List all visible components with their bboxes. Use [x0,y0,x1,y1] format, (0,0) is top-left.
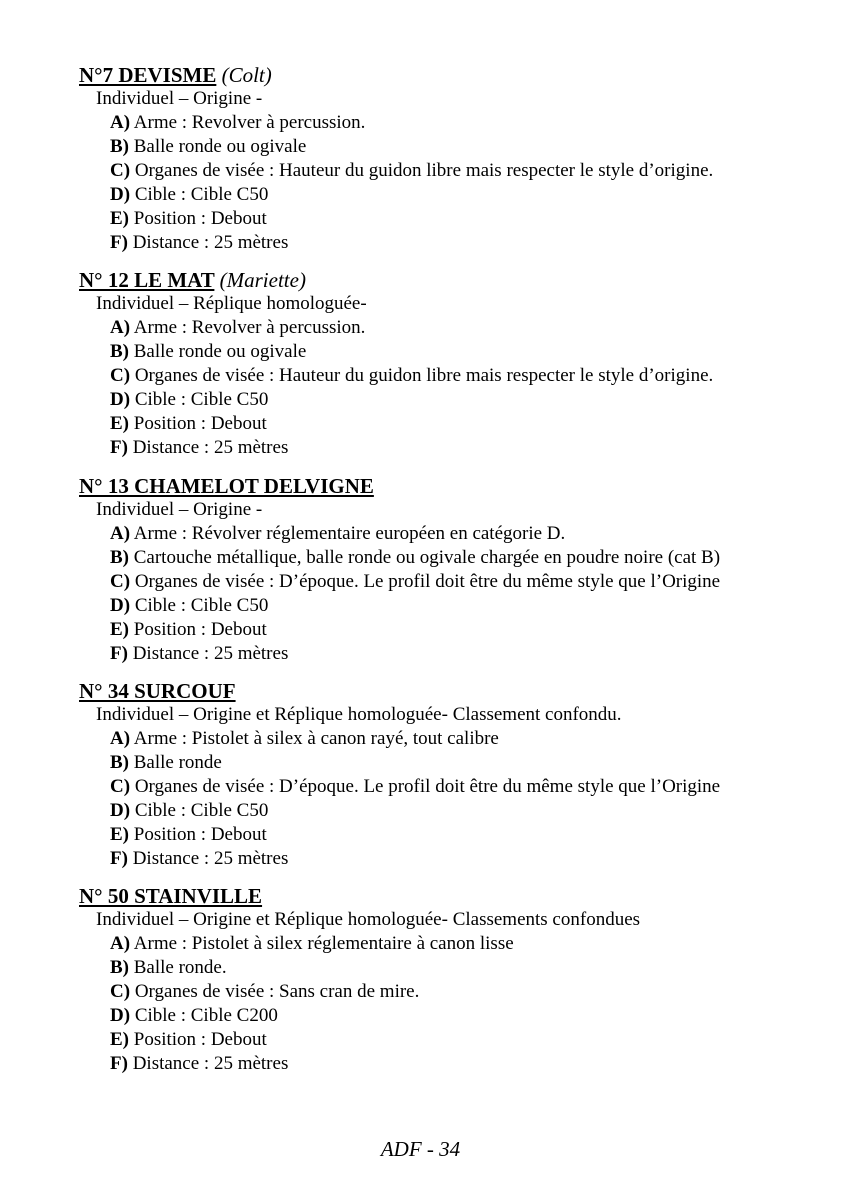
item-text: Distance : 25 mètres [127,437,289,458]
list-item [110,618,819,642]
item-letter: F) [110,437,128,458]
section-subtitle: (Mariette) [219,268,306,292]
item-text: Distance : 25 mètres [127,643,289,664]
section-le-mat [79,268,819,460]
list-item [110,340,819,364]
section-subtitle: (Colt) [221,63,272,87]
item-text: Arme : Revolver à percussion. [130,112,366,133]
list-item [110,594,819,618]
list-item [110,775,819,799]
item-text: Distance : 25 mètres [127,1053,289,1074]
item-letter: F) [110,232,128,253]
section-category: Individuel – Origine et Réplique homologuée- Classement confondu. [96,704,622,725]
item-letter: F) [110,643,128,664]
item-text: Organes de visée : D’époque. Le profil doit être du même style que l’Origine [130,776,721,797]
item-text: Cible : Cible C50 [130,800,269,821]
section-title-text: N° 34 SURCOUF [79,679,236,703]
list-item [110,1028,819,1052]
item-letter: B) [110,341,129,362]
item-text: Balle ronde. [129,957,227,978]
item-letter: D) [110,595,131,616]
list-item [110,1004,819,1028]
page-footer: ADF - 34 [380,1137,461,1161]
item-text: Arme : Pistolet à silex à canon rayé, tout calibre [130,728,499,749]
list-item [110,522,819,546]
section-title [79,63,819,87]
section-title [79,679,819,703]
item-text: Position : Debout [129,1029,267,1050]
item-letter: E) [110,1029,129,1050]
section-title-text: N°7 DEVISME [79,63,217,87]
item-letter: D) [110,800,131,821]
item-letter: B) [110,752,129,773]
item-letter: F) [110,848,128,869]
list-item [110,412,819,436]
list-item [110,316,819,340]
section-title [79,884,819,908]
item-letter: A) [110,112,131,133]
list-item [110,546,819,570]
item-text: Position : Debout [129,619,267,640]
section-title-text: N° 12 LE MAT [79,268,215,292]
section-category: Individuel – Réplique homologuée- [96,293,367,314]
item-text: Organes de visée : Hauteur du guidon libre mais respecter le style d’origine. [130,160,714,181]
section-title [79,268,819,292]
item-letter: C) [110,160,131,181]
item-text: Cible : Cible C50 [130,595,269,616]
item-letter: C) [110,365,131,386]
section-devisme [79,63,819,255]
item-text: Cible : Cible C50 [130,389,269,410]
item-text: Organes de visée : D’époque. Le profil doit être du même style que l’Origine [130,571,721,592]
list-item [110,642,819,666]
item-letter: D) [110,184,131,205]
list-item [110,436,819,460]
list-item [110,231,819,255]
item-text: Organes de visée : Sans cran de mire. [130,981,420,1002]
item-letter: A) [110,728,131,749]
item-letter: A) [110,523,131,544]
item-text: Cible : Cible C200 [130,1005,278,1026]
list-item [110,159,819,183]
section-title-text: N° 50 STAINVILLE [79,884,263,908]
item-text: Arme : Revolver à percussion. [130,317,366,338]
item-letter: A) [110,933,131,954]
list-item [110,111,819,135]
item-text: Cible : Cible C50 [130,184,269,205]
item-text: Distance : 25 mètres [127,848,289,869]
item-letter: E) [110,208,129,229]
list-item [110,751,819,775]
item-text: Position : Debout [129,208,267,229]
item-text: Position : Debout [129,413,267,434]
list-item [110,135,819,159]
item-text: Arme : Révolver réglementaire européen en catégorie D. [130,523,566,544]
item-letter: E) [110,619,129,640]
list-item [110,799,819,823]
item-letter: D) [110,1005,131,1026]
item-text: Arme : Pistolet à silex réglementaire à canon lisse [130,933,514,954]
list-item [110,932,819,956]
section-title [79,474,819,498]
item-letter: B) [110,136,129,157]
list-item [110,1052,819,1076]
section-category: Individuel – Origine - [96,88,263,109]
list-item [110,980,819,1004]
section-surcouf [79,679,819,871]
item-text: Organes de visée : Hauteur du guidon libre mais respecter le style d’origine. [130,365,714,386]
list-item [110,570,819,594]
item-text: Position : Debout [129,824,267,845]
list-item [110,727,819,751]
list-item [110,183,819,207]
list-item [110,364,819,388]
item-letter: D) [110,389,131,410]
section-title-text: N° 13 CHAMELOT DELVIGNE [79,474,374,498]
item-text: Distance : 25 mètres [127,232,289,253]
item-text: Balle ronde ou ogivale [129,136,307,157]
item-letter: B) [110,547,129,568]
item-letter: E) [110,824,129,845]
item-letter: C) [110,571,131,592]
item-letter: B) [110,957,129,978]
list-item [110,388,819,412]
item-letter: C) [110,776,131,797]
item-text: Balle ronde ou ogivale [129,341,307,362]
item-letter: A) [110,317,131,338]
section-stainville [79,884,819,1076]
item-letter: E) [110,413,129,434]
list-item [110,956,819,980]
list-item [110,847,819,871]
list-item [110,207,819,231]
section-category: Individuel – Origine - [96,499,263,520]
section-category: Individuel – Origine et Réplique homologuée- Classements confondues [96,909,641,930]
section-chamelot-delvigne [79,474,819,666]
list-item [110,823,819,847]
item-text: Balle ronde [129,752,222,773]
item-text: Cartouche métallique, balle ronde ou ogivale chargée en poudre noire (cat B) [129,547,721,568]
item-letter: C) [110,981,131,1002]
item-letter: F) [110,1053,128,1074]
